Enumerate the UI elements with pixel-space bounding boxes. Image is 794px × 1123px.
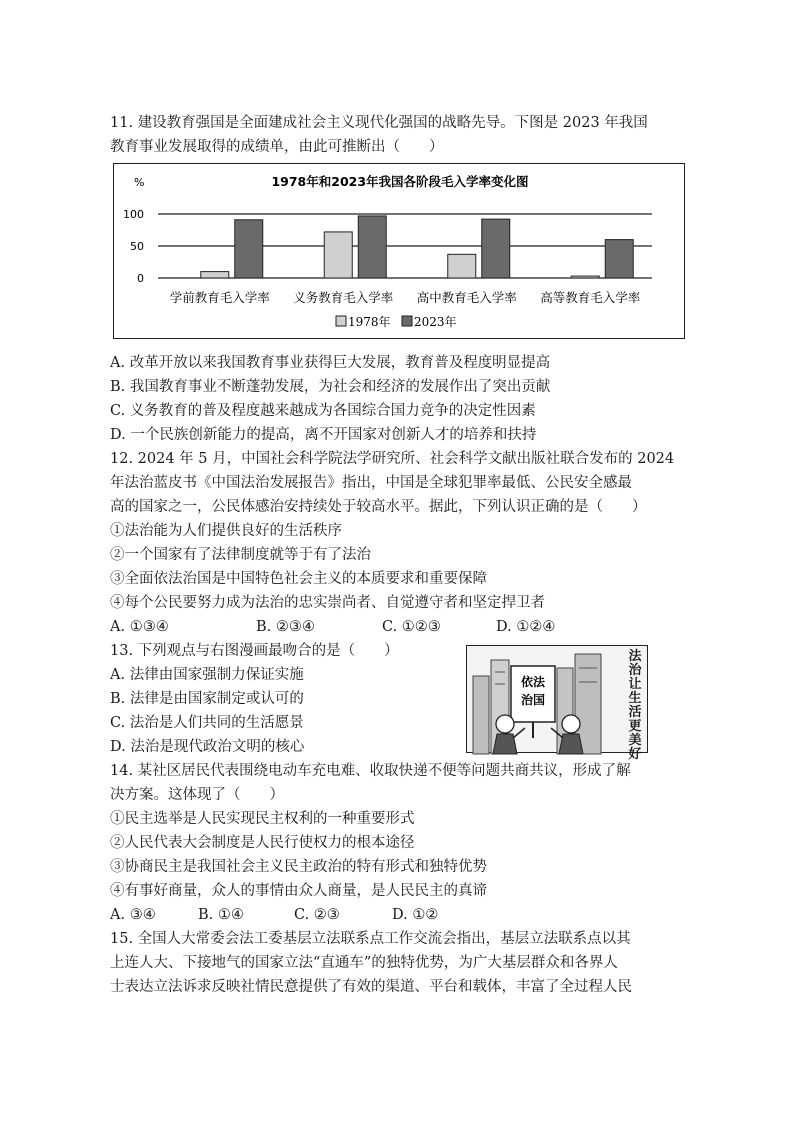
chart-canvas xyxy=(114,164,686,340)
q14-option-b: B. ①④ xyxy=(198,907,244,923)
enrollment-rate-chart xyxy=(113,163,685,339)
q11-option-a: A. 改革开放以来我国教育事业获得巨大发展，教育普及程度明显提高 xyxy=(110,355,551,371)
q12-item-1: ①法治能为人们提供良好的生活秩序 xyxy=(110,523,342,539)
q14-option-d: D. ①② xyxy=(392,907,439,923)
q14-item-1: ①民主选举是人民实现民主权利的一种重要形式 xyxy=(110,811,415,827)
q12-option-d: D. ①②④ xyxy=(496,619,556,635)
q12-item-4: ④每个公民要努力成为法治的忠实崇尚者、自觉遵守者和坚定捍卫者 xyxy=(110,595,545,611)
cartoon-drawing xyxy=(467,646,649,754)
legend-label: 1978年 xyxy=(348,315,391,329)
q13-option-b: B. 法律是由国家制定或认可的 xyxy=(110,691,304,707)
q13-option-a: A. 法律由国家强制力保证实施 xyxy=(110,667,304,683)
rule-of-law-cartoon xyxy=(466,645,648,762)
q12-stem-line-2: 年法治蓝皮书《中国法治发展报告》指出，中国是全球犯罪率最低、公民安全感最 xyxy=(110,475,632,491)
q12-stem-line-3: 高的国家之一，公民体感治安持续处于较高水平。据此，下列认识正确的是（ ） xyxy=(110,499,647,515)
x-category-label: 高中教育毛入学率 xyxy=(416,290,517,305)
q15-stem-line-3: 士表达立法诉求反映社情民意提供了有效的渠道、平台和载体，丰富了全过程人民 xyxy=(110,979,632,995)
q15-stem-line-1: 15. 全国人大常委会法工委基层立法联系点工作交流会指出，基层立法联系点以其 xyxy=(110,931,631,947)
bar-series1 xyxy=(324,232,352,278)
bar-series1 xyxy=(201,272,229,278)
x-category-label: 义务教育毛入学率 xyxy=(293,290,394,305)
legend-swatch xyxy=(402,316,412,326)
q12-option-b: B. ②③④ xyxy=(256,619,315,635)
q12-option-a: A. ①③④ xyxy=(110,619,169,635)
q14-stem-line-1: 14. 某社区居民代表围绕电动车充电难、收取快递不便等问题共商共议，形成了解 xyxy=(110,763,631,779)
y-tick-label: 50 xyxy=(130,240,144,253)
q11-stem-line-2: 教育事业发展取得的成绩单，由此可推断出（ ） xyxy=(110,139,444,155)
q13-option-c: C. 法治是人们共同的生活愿景 xyxy=(110,715,304,731)
q11-stem-line-1: 11. 建设教育强国是全面建成社会主义现代化强国的战略先导。下图是 2023 年我国 xyxy=(110,115,648,131)
q14-option-a: A. ③④ xyxy=(110,907,156,923)
q12-stem-line-1: 12. 2024 年 5 月，中国社会科学院法学研究所、社会科学文献出版社联合发布的 2024 xyxy=(110,451,675,467)
q13-stem: 13. 下列观点与右图漫画最吻合的是（ ） xyxy=(110,643,399,659)
q14-option-c: C. ②③ xyxy=(294,907,340,923)
y-tick-label: 100 xyxy=(123,208,144,221)
y-axis-unit: % xyxy=(134,176,145,189)
q12-item-2: ②一个国家有了法律制度就等于有了法治 xyxy=(110,547,371,563)
x-category-label: 学前教育毛入学率 xyxy=(169,290,270,305)
bar-series1 xyxy=(448,254,476,278)
q11-option-b: B. 我国教育事业不断蓬勃发展，为社会和经济的发展作出了突出贡献 xyxy=(110,379,551,395)
q14-item-4: ④有事好商量，众人的事情由众人商量，是人民民主的真谛 xyxy=(110,883,487,899)
legend-label: 2023年 xyxy=(414,315,457,329)
bar-series1 xyxy=(571,276,599,278)
x-category-label: 高等教育毛入学率 xyxy=(540,290,641,305)
q11-option-d: D. 一个民族创新能力的提高，离不开国家对创新人才的培养和扶持 xyxy=(110,427,537,443)
cartoon-sign-text-1: 依法 xyxy=(520,675,546,689)
q14-stem-line-2: 决方案。这体现了（ ） xyxy=(110,787,284,803)
q14-item-2: ②人民代表大会制度是人民行使权力的根本途径 xyxy=(110,835,415,851)
bar-series2 xyxy=(235,220,263,278)
cartoon-sign-text-2: 治国 xyxy=(520,693,546,707)
legend-swatch xyxy=(336,316,346,326)
q15-stem-line-2: 上连人大、下接地气的国家立法“直通车”的独特优势，为广大基层群众和各界人 xyxy=(110,955,618,971)
cartoon-slogan: 法治让生活更美好 xyxy=(628,649,642,762)
chart-title: 1978年和2023年我国各阶段毛入学率变化图 xyxy=(271,174,529,189)
q12-option-c: C. ①②③ xyxy=(382,619,441,635)
bar-series2 xyxy=(358,216,386,278)
q12-item-3: ③全面依法治国是中国特色社会主义的本质要求和重要保障 xyxy=(110,571,487,587)
q11-option-c: C. 义务教育的普及程度越来越成为各国综合国力竞争的决定性因素 xyxy=(110,403,536,419)
q13-option-d: D. 法治是现代政治文明的核心 xyxy=(110,739,305,755)
bar-series2 xyxy=(482,219,510,278)
y-tick-label: 0 xyxy=(137,272,144,285)
bar-series2 xyxy=(605,240,633,278)
q14-item-3: ③协商民主是我国社会主义民主政治的特有形式和独特优势 xyxy=(110,859,487,875)
